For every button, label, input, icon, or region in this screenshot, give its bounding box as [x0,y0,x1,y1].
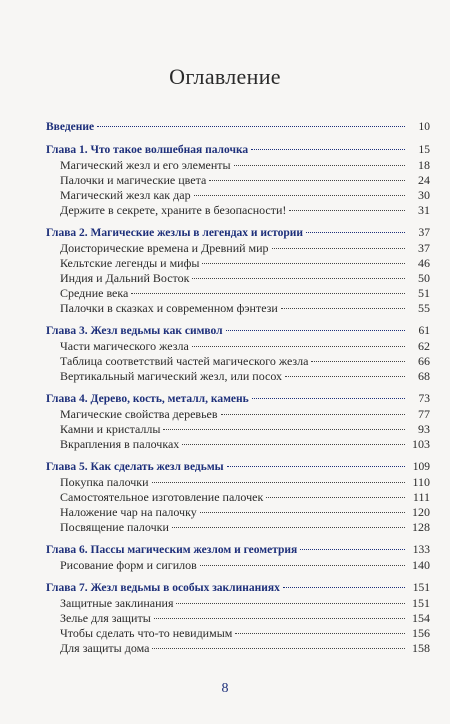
toc-entry-label: Таблица соответствий частей магического жезла [60,354,309,368]
toc-entry-page-number: 66 [418,354,430,368]
toc-entry-page-number: 51 [418,286,430,300]
dot-leader [227,466,405,467]
toc-entry[interactable] [46,422,430,437]
toc-entry-page-number: 24 [418,173,430,187]
toc-chapter-heading-label: Глава 1. Что такое волшебная палочка [46,144,249,156]
dot-leader [209,180,405,181]
toc-entry-label: Средние века [60,286,129,300]
toc-entry-page-number: 50 [418,271,430,285]
dot-leader [251,149,405,150]
toc-entry[interactable] [46,339,430,354]
toc-entry-page-number: 68 [418,369,430,383]
dot-leader [202,263,405,264]
toc-entry-page-number: 77 [418,407,430,421]
toc-chapter-heading-page-number: 151 [412,582,430,594]
toc-chapter-heading[interactable] [46,324,430,339]
toc-entry[interactable] [46,256,430,271]
toc-chapter [46,324,430,384]
dot-leader [192,278,405,279]
toc-entry-page-number: 111 [412,490,430,504]
dot-leader [154,618,405,619]
toc-entry-page-number: 93 [418,422,430,436]
toc-entry[interactable] [46,354,430,369]
toc-entry-label: Части магического жезла [60,339,189,353]
toc-entry[interactable] [46,437,430,452]
dot-leader [221,414,405,415]
toc-chapter [46,143,430,218]
toc-chapter [46,392,430,452]
dot-leader [281,308,405,309]
toc-entry[interactable] [46,203,430,218]
dot-leader [266,497,405,498]
dot-leader [172,527,405,528]
toc-chapter-heading[interactable] [46,392,430,407]
toc-entry-label: Рисование форм и сигилов [60,558,197,572]
dot-leader [131,293,405,294]
dot-leader [152,648,405,649]
table-of-contents [46,120,430,664]
dot-leader [182,444,405,445]
toc-chapter-heading-page-number: 37 [418,227,430,239]
toc-chapter-heading-label: Глава 5. Как сделать жезл ведьмы [46,461,224,473]
dot-leader [163,429,405,430]
toc-entry-page-number: 156 [412,626,430,640]
toc-entry[interactable] [46,641,430,656]
toc-entry[interactable] [46,596,430,611]
toc-entry-page-number: 154 [412,611,430,625]
dot-leader [97,126,405,127]
page-title: Оглавление [169,64,281,89]
toc-entry[interactable] [46,301,430,316]
toc-chapter [46,120,430,135]
dot-leader [300,549,405,550]
dot-leader [311,361,405,362]
toc-entry[interactable] [46,407,430,422]
toc-entry-page-number: 31 [418,203,430,217]
toc-entry[interactable] [46,611,430,626]
toc-entry-label: Палочки и магические цвета [60,173,207,187]
toc-entry[interactable] [46,271,430,286]
dot-leader [226,330,405,331]
toc-entry[interactable] [46,188,430,203]
toc-chapter-heading[interactable] [46,581,430,596]
dot-leader [272,248,405,249]
toc-chapter [46,226,430,316]
dot-leader [234,165,405,166]
toc-entry[interactable] [46,173,430,188]
toc-entry-label: Держите в секрете, храните в безопасности! [60,203,287,217]
toc-entry-label: Покупка палочки [60,475,149,489]
toc-entry-label: Зелье для защиты [60,611,151,625]
toc-entry[interactable] [46,558,430,573]
toc-entry-label: Кельтские легенды и мифы [60,256,200,270]
toc-entry-label: Магические свойства деревьев [60,407,218,421]
toc-entry[interactable] [46,505,430,520]
dot-leader [289,210,405,211]
toc-entry-label: Самостоятельное изготовление палочек [60,490,264,504]
toc-entry-page-number: 46 [418,256,430,270]
toc-entry-page-number: 128 [412,520,430,534]
toc-chapter-heading[interactable] [46,143,430,158]
dot-leader [283,587,405,588]
toc-chapter-heading-page-number: 133 [412,544,430,556]
dot-leader [235,633,405,634]
dot-leader [285,376,405,377]
toc-entry-page-number: 120 [412,505,430,519]
toc-entry-page-number: 37 [418,241,430,255]
toc-entry-label: Наложение чар на палочку [60,505,197,519]
toc-entry-label: Магический жезл как дар [60,188,191,202]
dot-leader [176,603,405,604]
toc-chapter [46,543,430,573]
toc-entry-label: Доисторические времена и Древний мир [60,241,269,255]
toc-entry-page-number: 110 [412,475,430,489]
dot-leader [252,398,405,399]
toc-chapter-heading-page-number: 15 [418,144,430,156]
toc-entry-label: Магический жезл и его элементы [60,158,231,172]
toc-entry[interactable] [46,490,430,505]
toc-chapter-heading-page-number: 109 [412,461,430,473]
toc-chapter [46,581,430,656]
toc-entry[interactable] [46,626,430,641]
toc-entry-label: Посвящение палочки [60,520,169,534]
toc-chapter-heading-label: Глава 2. Магические жезлы в легендах и истории [46,227,304,239]
toc-chapter-heading[interactable] [46,543,430,558]
toc-chapter-heading-page-number: 61 [418,325,430,337]
page-number: 8 [221,681,229,696]
toc-chapter-heading[interactable] [46,226,430,241]
toc-entry-page-number: 30 [418,188,430,202]
toc-chapter-heading-page-number: 10 [418,121,430,133]
toc-chapter [46,460,430,535]
toc-entry-page-number: 140 [412,558,430,572]
toc-entry[interactable] [46,241,430,256]
toc-entry-label: Палочки в сказках и современном фэнтези [60,301,278,315]
toc-entry-label: Индия и Дальний Восток [60,271,190,285]
dot-leader [192,346,405,347]
toc-chapter-heading-label: Глава 7. Жезл ведьмы в особых заклинаниях [46,582,280,594]
toc-chapter-heading[interactable] [46,120,430,135]
dot-leader [152,482,405,483]
toc-entry-label: Защитные заклинания [60,596,174,610]
toc-chapter-heading-label: Глава 6. Пассы магическим жезлом и геометрия [46,544,298,556]
toc-entry-page-number: 158 [412,641,430,655]
dot-leader [194,195,405,196]
toc-entry-label: Вкрапления в палочках [60,437,180,451]
toc-chapter-heading-label: Глава 3. Жезл ведьмы как символ [46,325,223,337]
toc-entry-page-number: 62 [418,339,430,353]
toc-chapter-heading-label: Введение [46,121,95,133]
toc-entry-page-number: 18 [418,158,430,172]
toc-entry-page-number: 151 [412,596,430,610]
toc-chapter-heading-page-number: 73 [418,393,430,405]
toc-entry-page-number: 103 [412,437,430,451]
dot-leader [306,232,405,233]
toc-entry-label: Для защиты дома [60,641,150,655]
toc-chapter-heading-label: Глава 4. Дерево, кость, металл, камень [46,393,249,405]
toc-entry-page-number: 55 [418,301,430,315]
toc-entry[interactable] [46,520,430,535]
toc-chapter-heading[interactable] [46,460,430,475]
toc-entry[interactable] [46,369,430,384]
toc-entry-label: Чтобы сделать что-то невидимым [60,626,233,640]
toc-entry-label: Камни и кристаллы [60,422,161,436]
dot-leader [200,512,405,513]
toc-entry[interactable] [46,286,430,301]
toc-entry[interactable] [46,158,430,173]
toc-entry-label: Вертикальный магический жезл, или посох [60,369,283,383]
dot-leader [200,565,405,566]
toc-entry[interactable] [46,475,430,490]
